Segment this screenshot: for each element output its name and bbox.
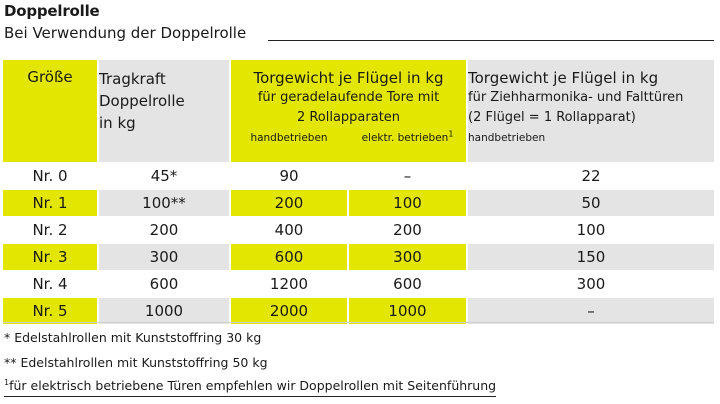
footnote-1: * Edelstahlrollen mit Kunststoffring 30 kg bbox=[4, 330, 262, 345]
cell-hand: 600 bbox=[231, 244, 349, 270]
table-row bbox=[3, 270, 714, 297]
cell-elektr: – bbox=[349, 163, 468, 189]
header-folding-line2: (2 Flügel = 1 Rollapparat) bbox=[468, 110, 636, 125]
footnote-2: ** Edelstahlrollen mit Kunststoffring 50 kg bbox=[4, 355, 268, 370]
cell-elektr: 300 bbox=[349, 244, 468, 270]
footnote-3 bbox=[4, 378, 496, 393]
table-row bbox=[3, 243, 714, 270]
cell-hand: 1200 bbox=[231, 271, 349, 297]
cell-size: Nr. 3 bbox=[3, 244, 99, 270]
cell-elektr: 100 bbox=[349, 190, 468, 216]
cell-fold: 150 bbox=[468, 244, 714, 270]
cell-size: Nr. 0 bbox=[3, 163, 99, 189]
subtitle-underline bbox=[268, 40, 714, 41]
cell-fold: 100 bbox=[468, 217, 714, 243]
cell-load: 1000 bbox=[99, 298, 231, 324]
cell-load: 100** bbox=[99, 190, 231, 216]
header-straight-line2: 2 Rollapparaten bbox=[296, 110, 401, 125]
document-title: Doppelrolle bbox=[4, 2, 100, 20]
cell-load: 200 bbox=[99, 217, 231, 243]
cell-size: Nr. 5 bbox=[3, 298, 99, 324]
table-body bbox=[3, 162, 714, 324]
header-gate-weight-straight bbox=[231, 60, 468, 162]
cell-load: 45* bbox=[99, 163, 231, 189]
cell-elektr: 600 bbox=[349, 271, 468, 297]
header-straight-elektr bbox=[348, 129, 467, 144]
cell-hand: 200 bbox=[231, 190, 349, 216]
header-folding-hand: handbetrieben bbox=[468, 132, 546, 144]
header-size bbox=[3, 60, 99, 162]
header-straight-line1: für geradelaufende Tore mit bbox=[257, 90, 440, 105]
table-row bbox=[3, 162, 714, 189]
table-row bbox=[3, 189, 714, 216]
load-table bbox=[3, 60, 714, 324]
cell-fold: 50 bbox=[468, 190, 714, 216]
header-load-line1: Tragkraft bbox=[99, 70, 166, 88]
header-straight-elektr-label: elektr. betrieben bbox=[361, 132, 449, 144]
footnote-3-text bbox=[4, 378, 496, 397]
subtitle-row bbox=[4, 24, 714, 44]
header-gate-weight-folding bbox=[468, 60, 714, 162]
cell-fold: 22 bbox=[468, 163, 714, 189]
header-straight-hand: handbetrieben bbox=[250, 132, 328, 144]
footnote-3-mark: 1 bbox=[4, 377, 10, 387]
cell-elektr: 1000 bbox=[349, 298, 468, 324]
cell-fold: – bbox=[468, 298, 714, 324]
header-folding-line1: für Ziehharmonika- und Falttüren bbox=[468, 90, 684, 105]
cell-load: 300 bbox=[99, 244, 231, 270]
table-row bbox=[3, 297, 714, 324]
header-load-line2: Doppelrolle bbox=[99, 92, 185, 110]
footnote-3-body: für elektrisch betriebene Türen empfehlen wir Doppelrollen mit Seitenführung bbox=[9, 378, 497, 393]
cell-elektr: 200 bbox=[349, 217, 468, 243]
header-size-label: Größe bbox=[27, 68, 73, 86]
table-row bbox=[3, 216, 714, 243]
cell-size: Nr. 2 bbox=[3, 217, 99, 243]
header-folding-title: Torgewicht je Flügel in kg bbox=[468, 69, 659, 87]
header-straight-title: Torgewicht je Flügel in kg bbox=[253, 69, 444, 87]
cell-hand: 400 bbox=[231, 217, 349, 243]
document-subtitle: Bei Verwendung der Doppelrolle bbox=[4, 24, 247, 42]
cell-fold: 300 bbox=[468, 271, 714, 297]
cell-hand: 90 bbox=[231, 163, 349, 189]
cell-hand: 2000 bbox=[231, 298, 349, 324]
table-bottom-rule bbox=[3, 322, 714, 323]
footnote-mark: 1 bbox=[448, 129, 454, 139]
cell-size: Nr. 1 bbox=[3, 190, 99, 216]
header-load bbox=[99, 60, 231, 162]
header-load-line3: in kg bbox=[99, 114, 136, 132]
table-header-row bbox=[3, 60, 714, 162]
cell-size: Nr. 4 bbox=[3, 271, 99, 297]
cell-load: 600 bbox=[99, 271, 231, 297]
